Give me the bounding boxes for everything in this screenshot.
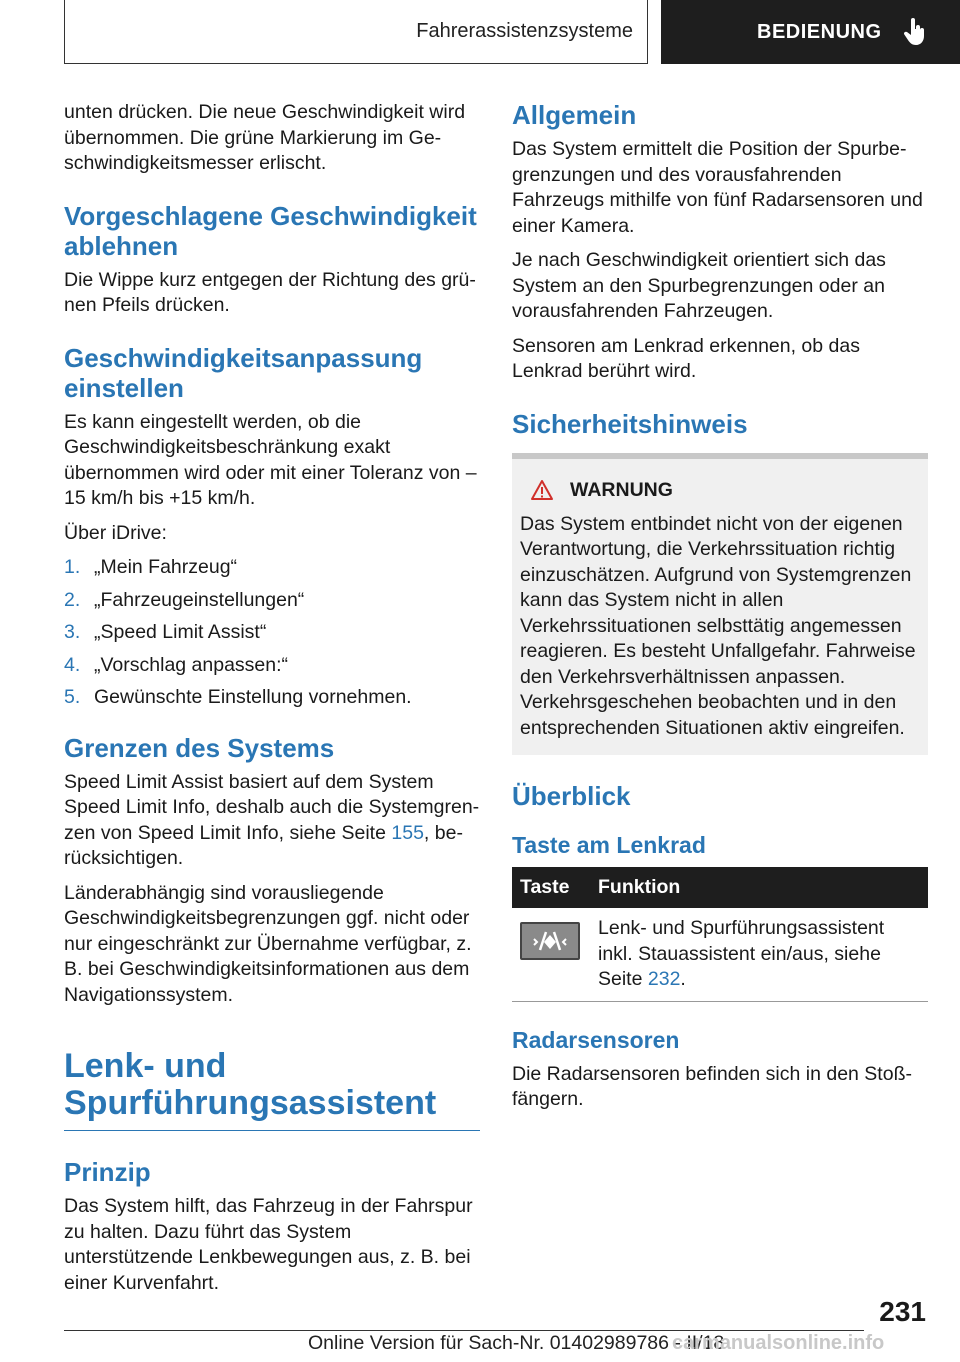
list-item — [64, 588, 480, 614]
pointing-hand-icon — [904, 18, 926, 46]
right-column — [512, 100, 928, 1122]
warning-title — [530, 479, 920, 502]
step-number: 4. — [64, 653, 81, 676]
function-text-end: . — [680, 968, 686, 990]
general-paragraph-2: Je nach Geschwindigkeit orientiert sich das System an den Spurbegrenzungen oder an vorausfahrenden Fahrzeugen. — [512, 249, 886, 322]
step-text: „Mein Fahrzeug“ — [94, 556, 238, 578]
list-item — [64, 555, 480, 581]
section-title: Fahrerassistenzsysteme — [64, 0, 648, 64]
step-text: „Fahrzeugeinstellungen“ — [94, 588, 305, 611]
reject-paragraph: Die Wippe kurz entgegen der Richtung des grünen Pfeils drücken. — [64, 268, 476, 316]
heading-speed-adjust: Geschwindigkeitsanpassung einstellen — [64, 342, 423, 403]
radar-paragraph: Die Radarsensoren befinden sich in den Stoßfängern. — [512, 1062, 912, 1110]
idrive-steps — [64, 555, 480, 711]
table-cell-icon — [512, 908, 590, 1001]
button-table — [512, 867, 928, 1002]
left-column — [64, 100, 480, 1305]
page-link-232[interactable]: 232 — [647, 968, 681, 990]
step-text: Gewünschte Einstellung vornehmen. — [94, 686, 412, 708]
country-paragraph: Länderabhängig sind vorausliegende Geschwindigkeitsbegrenzungen ggf. nicht oder nur eingeschränkt zur Übernahme verfügbar, z. B. bei Geschwindigkeitsinformationen aus dem Navigationssystem. — [64, 881, 472, 1006]
list-item — [64, 685, 480, 711]
heading-system-limits: Grenzen des Systems — [64, 732, 335, 763]
heading-principle: Prinzip — [64, 1157, 151, 1187]
heading-general: Allgemein — [512, 100, 637, 130]
list-item — [64, 620, 480, 646]
footer-divider — [64, 1330, 864, 1331]
principle-paragraph: Das System hilft, das Fahrzeug in der Fahrspur zu halten. Dazu führt das System unterstützende Lenkbewegungen aus, z. B. bei einer Kurvenfahrt. — [64, 1195, 473, 1294]
step-number: 3. — [64, 621, 81, 643]
warning-label: WARNUNG — [570, 478, 673, 501]
heading-lane-assistant: Lenk- und Spurführungsassistent — [64, 1048, 480, 1131]
heading-safety: Sicherheitshinweis — [512, 408, 748, 439]
footer-text: Online Version für Sach-Nr. 01402989786 - II/18 — [308, 1332, 725, 1354]
adjust-paragraph: Es kann eingestellt werden, ob die Geschwindigkeitsbeschränkung exakt übernommen wird oder mit einer Toleranz von –15 km/h bis +15 km/h. — [64, 410, 477, 509]
heading-overview: Überblick — [512, 781, 631, 811]
warning-box — [512, 453, 928, 756]
watermark: carmanualsonline.info — [672, 1332, 885, 1354]
step-number: 1. — [64, 556, 81, 578]
page-header — [0, 0, 960, 66]
table-row — [512, 908, 928, 1001]
chapter-tab — [661, 0, 960, 64]
idrive-paragraph: Über iDrive: — [64, 521, 167, 544]
table-header-function: Funktion — [590, 867, 928, 908]
step-text: „Vorschlag anpassen:“ — [94, 653, 289, 676]
heading-steering-button: Taste am Lenkrad — [512, 832, 706, 858]
table-cell-function — [590, 908, 928, 1001]
step-number: 5. — [64, 686, 81, 708]
steering-assist-icon — [530, 929, 570, 953]
step-number: 2. — [64, 588, 81, 611]
step-text: „Speed Limit Assist“ — [94, 621, 267, 643]
lane-assist-button-icon — [520, 922, 580, 960]
general-paragraph-1: Das System ermittelt die Position der Spurbegrenzungen und des vorausfahrenden Fahrzeugs mithilfe von fünf Radarsensoren und einer Kamera. — [512, 138, 923, 237]
warning-text: Das System entbindet nicht von der eigenen Verantwortung, die Verkehrssituation richtig einzuschätzen. Aufgrund von Systemgrenzen kann das System nicht in allen Verkehrssituationen selbsttätig angemessen reagieren. Es besteht Unfallgefahr. Fahrweise den Verkehrsverhältnissen anpassen. Verkehrsgeschehen beobachten und in den entsprechenden Situationen aktiv eingreifen. — [520, 512, 916, 739]
intro-paragraph: unten drücken. Die neue Geschwindigkeit wird übernommen. Die grüne Markierung im Geschwindigkeitsmesser erlischt. — [64, 101, 466, 174]
general-paragraph-3: Sensoren am Lenkrad erkennen, ob das Lenkrad berührt wird. — [512, 334, 860, 382]
heading-radar-sensors: Radarsensoren — [512, 1026, 680, 1053]
warning-triangle-icon — [530, 479, 554, 501]
page-link-155[interactable]: 155 — [391, 821, 424, 844]
limits-paragraph — [64, 770, 480, 872]
list-item — [64, 653, 480, 679]
page-number: 231 — [879, 1296, 926, 1327]
table-header-button: Taste — [512, 867, 590, 908]
chapter-label: BEDIENUNG — [757, 20, 882, 43]
limits-text: Speed Limit Assist basiert auf dem System Speed Limit Info, deshalb auch die Systemgrenzen von Speed Limit Info, siehe Seite — [64, 770, 480, 844]
function-text: Lenk- und Spurführungsassistent inkl. Stauassistent ein/aus, siehe Seite — [598, 917, 885, 990]
heading-reject-speed: Vorgeschlagene Geschwindigkeit ablehnen — [64, 200, 477, 261]
limits-text-end: , berücksichtigen. — [64, 821, 463, 869]
